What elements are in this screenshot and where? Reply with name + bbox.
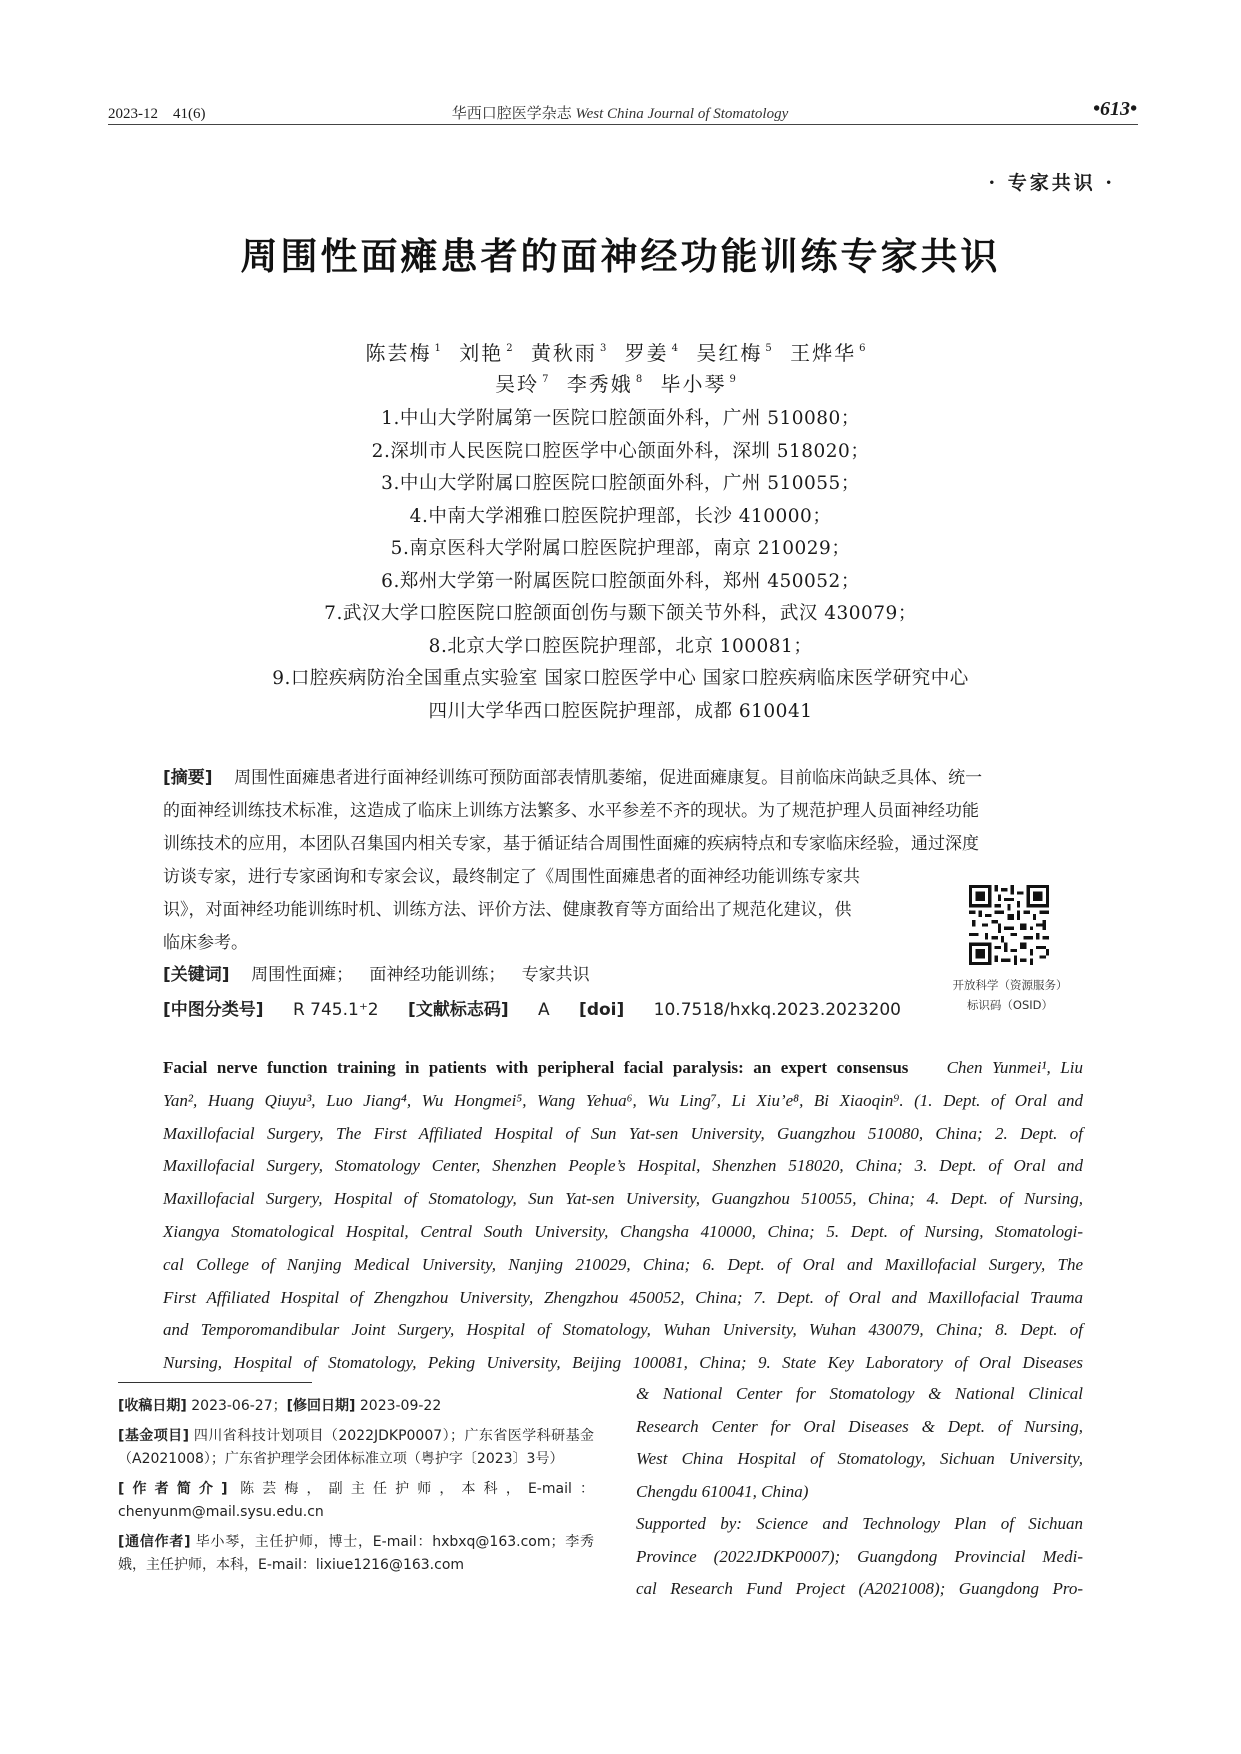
qr-caption-line: 开放科学（资源服务） — [952, 978, 1068, 992]
author-name: 黄秋雨 — [530, 341, 597, 365]
author-affil-mark: 2 — [506, 343, 513, 354]
keyword: 专家共识 — [521, 965, 590, 985]
qr-caption-line: 标识码（OSID） — [966, 998, 1054, 1012]
footnotes — [118, 1395, 594, 1577]
author-name: 李秀娥 — [566, 372, 633, 396]
author-name: 罗姜 — [624, 341, 669, 365]
keywords — [163, 960, 590, 990]
page-number: •613• — [1092, 98, 1137, 120]
affiliation-item: 4.中南大学湘雅口腔医院护理部，长沙 410000； — [409, 505, 832, 527]
abstract-line: 训练技术的应用，本团队召集国内相关专家，基于循证结合周围性面瘫的疾病特点和专家临床经验，通过深度 — [163, 834, 979, 854]
english-abstract-line: Chengdu 610041, China) — [636, 1481, 809, 1501]
qr-caption — [945, 975, 1075, 1015]
english-abstract-line: & National Center for Stomatology & National Clinical — [636, 1384, 1083, 1403]
footnote-dates — [118, 1395, 594, 1418]
affiliation-item: 8.北京大学口腔医院护理部，北京 100081； — [428, 635, 813, 657]
issue-info: 2023-12 41(6) — [108, 106, 206, 122]
author-list-line1 — [0, 337, 1241, 366]
author-affil-mark: 5 — [765, 343, 772, 354]
english-abstract-line: cal Research Fund Project (A2021008); Guangdong Pro- — [636, 1579, 1083, 1598]
author-affil-mark: 9 — [729, 374, 736, 385]
affiliation-item: 2.深圳市人民医院口腔医学中心颌面外科，深圳 518020； — [371, 440, 870, 462]
author-name: 刘艳 — [459, 341, 504, 365]
english-abstract-continued — [636, 1378, 1083, 1606]
affiliation-item: 9.口腔疾病防治全国重点实验室 国家口腔医学中心 国家口腔疾病临床医学研究中心 — [272, 668, 969, 689]
journal-name-cn: 华西口腔医学杂志 — [451, 106, 572, 122]
revised-date: 2023-09-22 — [359, 1398, 442, 1414]
english-abstract-line: and Temporomandibular Joint Surgery, Hospital of Stomatology, Wuhan University, Wuhan 430079, China; 8. Dept. of — [163, 1320, 1083, 1340]
english-abstract-line: Maxillofacial Surgery, Stomatology Center, Shenzhen People’s Hospital, Shenzhen 518020, China; 3. Dept. of Oral and — [163, 1156, 1083, 1176]
footnote-rule — [118, 1382, 312, 1383]
author-list-line2 — [0, 368, 1241, 397]
fund-label: [基金项目] — [118, 1428, 190, 1444]
english-abstract-line: West China Hospital of Stomatology, Sichuan University, — [636, 1449, 1083, 1468]
journal-name — [300, 102, 940, 123]
doi-value[interactable]: 10.7518/hxkq.2023.2023200 — [653, 1000, 901, 1020]
english-abstract-line: Province (2022JDKP0007); Guangdong Provincial Medi- — [636, 1546, 1083, 1566]
english-title: Facial nerve function training in patients with peripheral facial paralysis: an expert consensus — [163, 1058, 909, 1077]
abstract-line — [163, 762, 1083, 795]
english-abstract-line: Nursing, Hospital of Stomatology, Peking University, Beijing 100081, China; 9. State Key Laboratory of Oral Diseases — [163, 1353, 1083, 1373]
keyword: 面神经功能训练； — [369, 965, 506, 985]
received-label: [收稿日期] — [118, 1398, 187, 1414]
english-abstract-line: Maxillofacial Surgery, The First Affiliated Hospital of Sun Yat-sen University, Guangzhou 510080, China; 2. Dept. of — [163, 1123, 1083, 1143]
author-bio-label: [作者简介] — [118, 1481, 228, 1497]
affiliation-item: 1.中山大学附属第一医院口腔颌面外科，广州 510080； — [381, 408, 860, 429]
author-bio-value: 陈芸梅，副主任护师，本科，E-mail：chenyunm@mail.sysu.edu.cn — [118, 1481, 594, 1520]
keyword: 周围性面瘫； — [251, 965, 354, 985]
author-name: 王烨华 — [790, 341, 857, 365]
english-abstract-line — [163, 1052, 1083, 1085]
affiliation-item: 5.南京医科大学附属口腔医院护理部，南京 210029； — [390, 538, 851, 559]
english-abstract-line: Yan², Huang Qiuyu³, Luo Jiang⁴, Wu Hongmei⁵, Wang Yehua⁶, Wu Ling⁷, Li Xiu’e⁸, Bi Xiaoqin⁹. (1. Dept. of Oral and — [163, 1090, 1083, 1110]
abstract-line: 的面神经训练技术标准，这造成了临床上训练方法繁多、水平参差不齐的现状。为了规范护理人员面神经功能 — [163, 801, 979, 821]
author-name: 吴玲 — [495, 372, 540, 396]
revised-label: [修回日期] — [286, 1398, 356, 1414]
affiliation-item: 四川大学华西口腔医院护理部，成都 610041 — [428, 700, 813, 722]
clc-value: R 745.1⁺2 — [292, 1000, 379, 1020]
author-name: 陈芸梅 — [365, 341, 432, 365]
section-tag: · 专家共识 · — [988, 172, 1115, 194]
author-affil-mark: 6 — [859, 343, 866, 354]
received-date: 2023-06-27； — [191, 1398, 287, 1414]
abstract-text: 周围性面瘫患者进行面神经训练可预防面部表情肌萎缩，促进面瘫康复。目前临床尚缺乏具体、统一 — [234, 768, 983, 788]
affiliation-item: 7.武汉大学口腔医院口腔颌面创伤与颞下颌关节外科，武汉 430079； — [324, 603, 917, 624]
footnote-fund — [118, 1425, 594, 1471]
journal-name-en: West China Journal of Stomatology — [575, 106, 789, 122]
article-title: 周围性面瘫患者的面神经功能训练专家共识 — [240, 235, 1001, 278]
affiliation-item: 6.郑州大学第一附属医院口腔颌面外科，郑州 450052； — [381, 570, 860, 592]
doc-code-value: A — [538, 1000, 550, 1020]
author-name: 毕小琴 — [660, 372, 727, 396]
english-abstract-line: First Affiliated Hospital of Zhengzhou University, Zhengzhou 450052, China; 7. Dept. of Oral and Maxillofacial Trauma — [163, 1287, 1083, 1307]
abstract-line: 识》，对面神经功能训练时机、训练方法、评价方法、健康教育等方面给出了规范化建议，供 — [163, 900, 852, 920]
header-rule — [108, 124, 1138, 125]
english-abstract-line: cal College of Nanjing Medical University, Nanjing 210029, China; 6. Dept. of Oral and Maxillofacial Surgery, The — [163, 1254, 1083, 1274]
author-affil-mark: 7 — [542, 374, 549, 385]
corresponding-label: [通信作者] — [118, 1534, 191, 1550]
doi-label: [doi] — [579, 1000, 625, 1020]
author-affil-mark: 1 — [434, 343, 441, 354]
corresponding-value: 毕小琴，主任护师，博士，E-mail：hxbxq@163.com；李秀娥，主任护师，本科，E-mail：lixiue1216@163.com — [118, 1534, 594, 1573]
footnote-author — [118, 1478, 594, 1524]
english-abstract-line: Supported by: Science and Technology Plan of Sichuan — [636, 1514, 1083, 1533]
clc-label: [中图分类号] — [163, 1000, 264, 1020]
abstract-label: [摘要] — [163, 768, 213, 788]
doc-code-label: [文献标志码] — [408, 1000, 509, 1020]
english-abstract-line: Xiangya Stomatological Hospital, Central South University, Changsha 410000, China; 5. Dept. of Nursing, Stomatologi- — [163, 1221, 1083, 1241]
fund-value: 四川省科技计划项目（2022JDKP0007）；广东省医学科研基金（A2021008）；广东省护理学会团体标准立项（粤护字〔2023〕3号） — [118, 1428, 595, 1467]
english-authors: Chen Yunmei¹, Liu — [946, 1058, 1083, 1077]
classification-line — [163, 995, 925, 1025]
abstract-cn — [163, 762, 1083, 960]
osid-qr-code-icon[interactable] — [969, 885, 1049, 965]
author-name: 吴红梅 — [696, 341, 763, 365]
abstract-line: 临床参考。 — [163, 933, 248, 953]
keywords-label: [关键词] — [163, 965, 230, 985]
english-abstract — [163, 1052, 1083, 1380]
footnote-corresponding — [118, 1531, 594, 1577]
author-affil-mark: 3 — [599, 343, 607, 354]
abstract-line: 访谈专家，进行专家函询和专家会议，最终制定了《周围性面瘫患者的面神经功能训练专家共 — [163, 867, 860, 887]
affiliation-item: 3.中山大学附属口腔医院口腔颌面外科，广州 510055； — [381, 473, 860, 494]
author-affil-mark: 4 — [671, 343, 679, 354]
english-abstract-line: Maxillofacial Surgery, Hospital of Stomatology, Sun Yat-sen University, Guangzhou 510055, China; 4. Dept. of Nursing, — [163, 1189, 1083, 1209]
affiliation-list — [0, 403, 1241, 728]
author-affil-mark: 8 — [635, 374, 643, 385]
english-abstract-line: Research Center for Oral Diseases & Dept. of Nursing, — [636, 1416, 1083, 1436]
